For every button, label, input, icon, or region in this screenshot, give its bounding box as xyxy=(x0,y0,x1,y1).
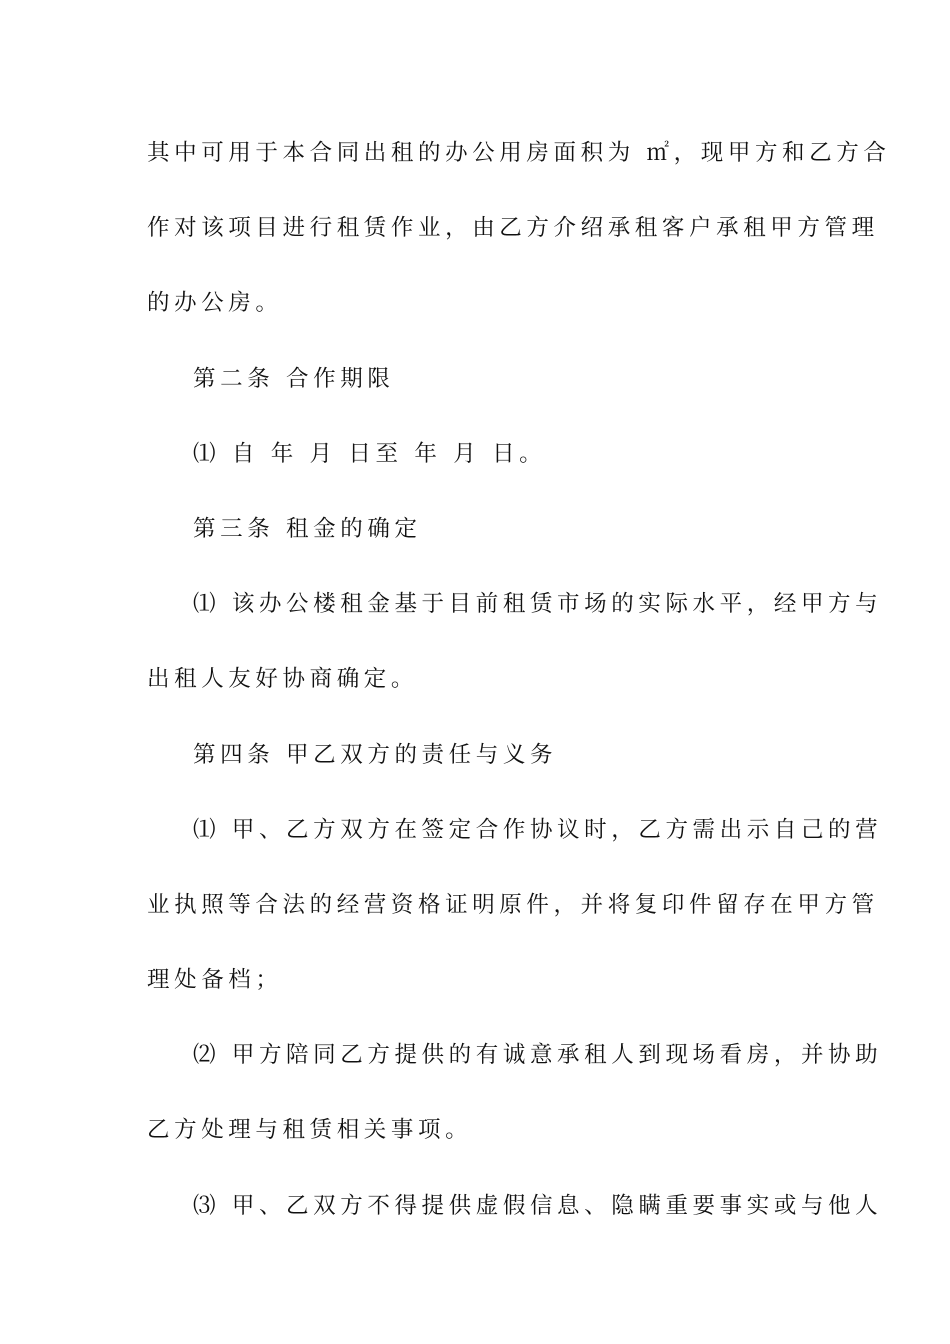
article-heading: 第四条 甲乙双方的责任与义务 xyxy=(193,741,558,768)
paragraph-line: 其中可用于本合同出租的办公用房面积为 ㎡，现甲方和乙方合 xyxy=(147,140,891,166)
paragraph-line: ⑴ 甲、乙方双方在签定合作协议时，乙方需出示自己的营 xyxy=(193,816,883,843)
paragraph-line: ⑴ 该办公楼租金基于目前租赁市场的实际水平，经甲方与 xyxy=(193,591,883,618)
paragraph-line: ⑶ 甲、乙双方不得提供虚假信息、隐瞒重要事实或与他人 xyxy=(193,1192,883,1219)
paragraph-line: 作对该项目进行租赁作业，由乙方介绍承租客户承租甲方管理 xyxy=(147,215,879,242)
paragraph-line: 乙方处理与租赁相关事项。 xyxy=(147,1117,473,1144)
article-heading: 第二条 合作期限 xyxy=(193,365,395,392)
article-heading: 第三条 租金的确定 xyxy=(193,515,422,542)
paragraph-line: 理处备档； xyxy=(147,967,283,994)
paragraph-line: ⑴ 自 年 月 日至 年 月 日。 xyxy=(193,440,547,467)
paragraph-line: 出租人友好协商确定。 xyxy=(147,666,419,693)
document-body xyxy=(147,131,891,1259)
paragraph-line: 的办公房。 xyxy=(147,290,283,317)
paragraph-line: ⑵ 甲方陪同乙方提供的有诚意承租人到现场看房，并协助 xyxy=(193,1042,883,1069)
paragraph-line: 业执照等合法的经营资格证明原件，并将复印件留存在甲方管 xyxy=(147,891,879,918)
